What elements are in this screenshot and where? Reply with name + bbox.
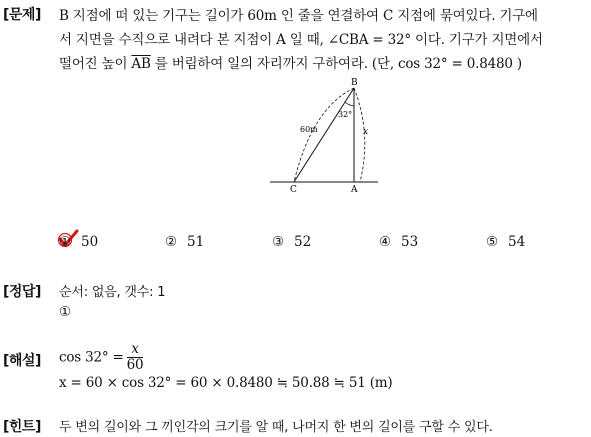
choice-4-value: 53	[401, 234, 419, 250]
choice-3[interactable]	[272, 234, 311, 250]
triangle-diagram	[260, 74, 390, 196]
solution-eq-1	[59, 342, 146, 373]
answer-choice: ①	[59, 304, 71, 320]
hint-text: 두 변의 길이와 그 끼인각의 크기를 알 때, 나머지 한 변의 길이를 구할 수 있다.	[59, 420, 493, 435]
answer-label: [정답]	[3, 284, 41, 300]
label-A: A	[351, 185, 358, 195]
choice-4[interactable]	[379, 234, 418, 250]
choice-5[interactable]	[486, 234, 525, 250]
choice-5-value: 54	[508, 234, 526, 250]
choice-4-number: ④	[379, 234, 392, 250]
choice-1[interactable]	[59, 234, 98, 250]
label-angle: 32°	[338, 110, 353, 119]
answer-order-count: 순서: 없음, 갯수: 1	[59, 285, 166, 300]
choice-2-number: ②	[165, 234, 178, 250]
label-B: B	[351, 78, 358, 88]
solution-label: [해설]	[3, 353, 41, 369]
problem-label: [문제]	[3, 7, 41, 23]
problem-line-3-post: 를 버림하여 일의 자리까지 구하여라. (단, cos 32° = 0.8480 )	[150, 56, 522, 72]
hint-label: [힌트]	[3, 419, 41, 435]
label-x: x	[363, 127, 369, 137]
choice-2-value: 51	[187, 234, 205, 250]
label-C: C	[290, 185, 297, 195]
label-length: 60m	[300, 125, 318, 134]
problem-line-1: B 지점에 떠 있는 기구는 길이가 60m 인 줄을 연결하여 C 지점에 묶여있다. 기구에	[59, 8, 538, 24]
problem-line-3	[59, 52, 522, 72]
choice-3-number: ③	[272, 234, 285, 250]
choice-2[interactable]	[165, 234, 204, 250]
solution-eq-1-lhs: cos 32° =	[59, 349, 124, 366]
fraction-numerator: x	[127, 342, 144, 358]
fraction	[127, 342, 144, 373]
problem-line-2: 서 지면을 수직으로 내려다 본 지점이 A 일 때, ∠CBA = 32° 이다. 기구가 지면에서	[59, 32, 543, 48]
choice-1-value: 50	[81, 234, 99, 250]
choice-3-value: 52	[294, 234, 312, 250]
angle-arc	[345, 102, 354, 106]
solution-eq-2: x = 60 × cos 32° = 60 × 0.8480 ≒ 50.88 ≒ 51 (m)	[59, 375, 393, 391]
fraction-denominator: 60	[126, 357, 144, 373]
choice-5-number: ⑤	[486, 234, 499, 250]
segment-ab: $\overline{AB}$	[131, 56, 151, 72]
choice-1-number: ①	[59, 234, 72, 250]
problem-line-3-pre: 떨어진 높이	[59, 56, 132, 72]
